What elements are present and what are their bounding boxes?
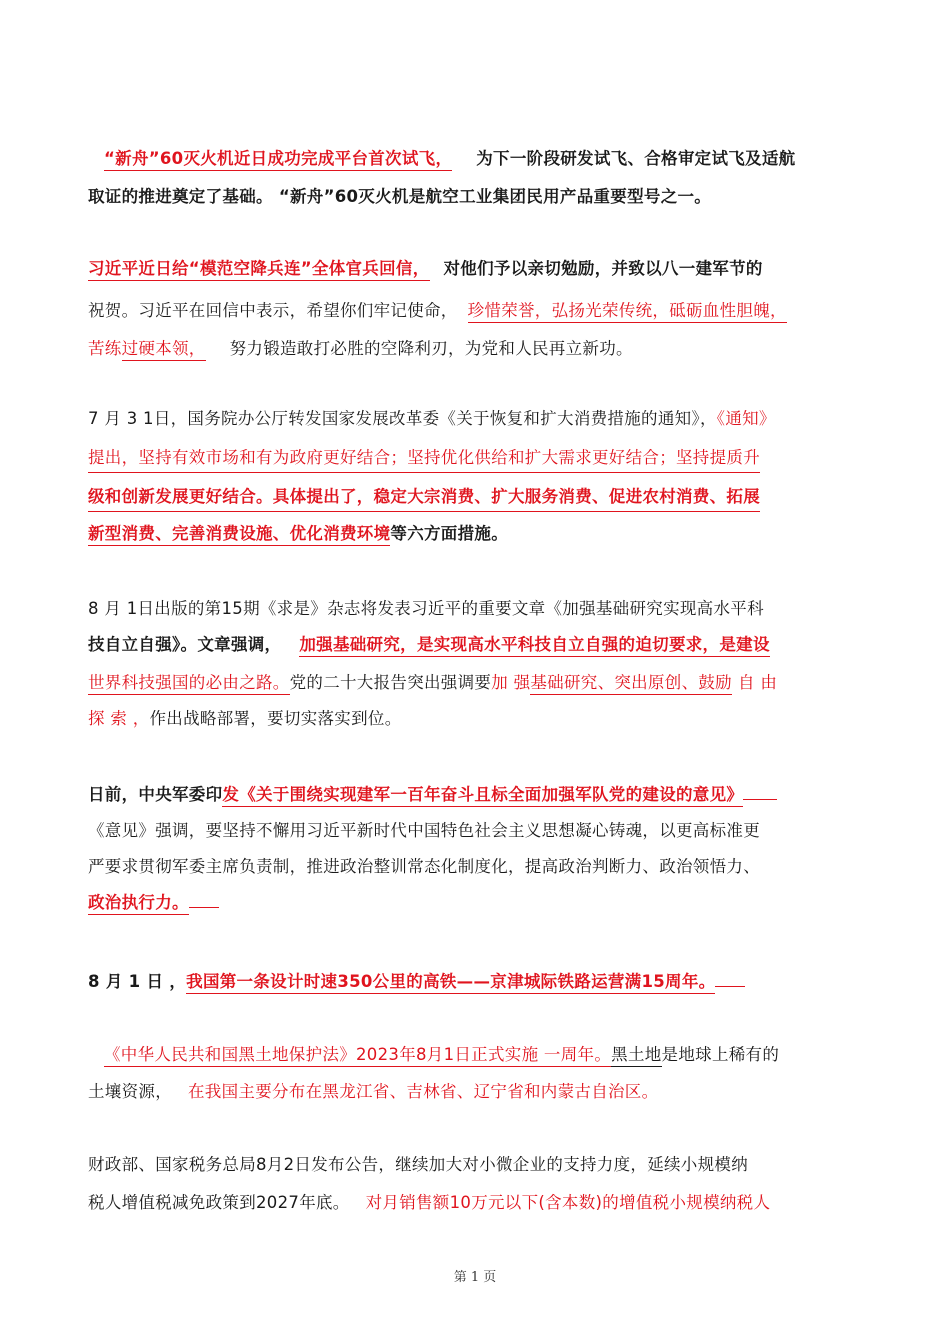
- p3-line-4: [88, 522, 508, 546]
- p6-line-1: [88, 970, 745, 994]
- p4-highlight-2: 加强基础研究，是实现高水平科技自立自强的迫切要求，是建设: [299, 635, 769, 657]
- p7-line-1: [88, 1043, 779, 1067]
- p3-line-2: 提出，坚持有效市场和有为政府更好结合；坚持优化供给和扩大需求更好结合；坚持提质升: [88, 446, 760, 473]
- p4-text-2: 技自立自强》。文章强调，: [88, 635, 282, 654]
- p1-line-2: 取证的推进奠定了基础。 “新舟”60灭火机是航空工业集团民用产品重要型号之一。: [88, 187, 712, 206]
- p4-line-3: [88, 671, 777, 695]
- p8-line-2: [88, 1191, 770, 1215]
- p4-text-3: 党的二十大报告突出强调要: [289, 673, 492, 692]
- p5-line-3: 严要求贯彻军委主席负责制，推进政治整训常态化制度化，提高政治判断力、政治领悟力、: [88, 857, 760, 876]
- p2-highlight-3b: 过硬本领，: [122, 339, 206, 361]
- p2-highlight-1: 习近平近日给“模范空降兵连”全体官兵回信，: [88, 259, 430, 281]
- p2-line-2: [88, 299, 787, 323]
- p3-text-4: 等六方面措施。: [390, 524, 509, 543]
- p4-line-2: [88, 633, 770, 657]
- p7-highlight-1: 《中华人民共和国黑土地保护法》2023年8月1日正式实施 一周年。: [104, 1045, 611, 1067]
- p5-line-4: [88, 891, 219, 915]
- p4-highlight-3c: 加 强: [491, 673, 531, 692]
- p4-highlight-3a: 世界科技强国的必由之路。: [88, 673, 290, 695]
- p3-line-1: [88, 407, 776, 431]
- p2-text-3: 努力锻造敢打必胜的空降利刃，为党和人民再立新功。: [229, 339, 633, 358]
- p2-line-3: [88, 337, 633, 361]
- p7-text-1c: 是地球上稀有的: [661, 1045, 780, 1064]
- p2-highlight-3a: 苦练: [88, 339, 122, 358]
- p5-line-2: 《意见》强调，要坚持不懈用习近平新时代中国特色社会主义思想凝心铸魂，以更高标准更: [88, 821, 760, 840]
- p6-highlight-1: 我国第一条设计时速350公里的高铁——京津城际铁路运营满15周年。: [186, 972, 715, 994]
- p5-line-1: [88, 783, 777, 807]
- p3-line-3: 级和创新发展更好结合。具体提出了，稳定大宗消费、扩大服务消费、促进农村消费、拓展: [88, 485, 760, 512]
- p1-line-1: [88, 147, 795, 171]
- p7-text-1b: 黑土地: [611, 1045, 661, 1067]
- p7-line-2: [88, 1080, 658, 1104]
- p8-highlight-2: 对月销售额10万元以下(含本数)的增值税小规模纳税人: [365, 1193, 771, 1212]
- p3-text-1: 7 月 3 1日，国务院办公厅转发国家发展改革委《关于恢复和扩大消费措施的通知》，: [88, 409, 717, 428]
- p4-highlight-3d: 基础研究、突出原创、鼓励: [530, 673, 732, 695]
- p7-highlight-2: 在我国主要分布在黑龙江省、吉林省、辽宁省和内蒙古自治区。: [188, 1082, 659, 1101]
- page-number: 第 1 页: [453, 1270, 497, 1285]
- p7-text-2: 土壤资源，: [88, 1082, 172, 1101]
- p2-text-2: 祝贺。习近平在回信中表示，希望你们牢记使命，: [88, 301, 458, 320]
- p5-highlight-4: 政治执行力。: [88, 893, 189, 915]
- p6-text-1: 8 月 1 日 ，: [88, 972, 187, 991]
- p2-text-1: 对他们予以亲切勉励，并致以八一建军节的: [443, 259, 763, 278]
- p2-highlight-2: 珍惜荣誉，弘扬光荣传统，砥砺血性胆魄，: [468, 301, 787, 323]
- p4-line-1: 8 月 1日出版的第15期《求是》杂志将发表习近平的重要文章《加强基础研究实现高水平科: [88, 599, 764, 618]
- p8-text-2: 税人增值税减免政策到2027年底。: [88, 1193, 350, 1212]
- p4-text-4: 作出战略部署，要切实落实到位。: [149, 709, 402, 728]
- p3-highlight-1: 《通知》: [716, 409, 776, 428]
- p5-highlight-1: 发《关于围绕实现建军一百年奋斗且标全面加强军队党的建设的意见》: [222, 785, 743, 807]
- p4-highlight-4: 探 索 ，: [88, 709, 150, 728]
- p4-line-4: [88, 707, 402, 731]
- p3-highlight-4: 新型消费、完善消费设施、优化消费环境: [88, 524, 390, 546]
- p4-highlight-3e: 自 由: [737, 673, 778, 692]
- p1-highlight: “新舟”60灭火机近日成功完成平台首次试飞，: [104, 149, 452, 171]
- p5-text-1: 日前，中央军委印: [88, 785, 223, 804]
- p2-line-1: [88, 257, 763, 281]
- p1-text: 为下一阶段研发试飞、合格审定试飞及适航: [476, 149, 796, 168]
- p8-line-1: 财政部、国家税务总局8月2日发布公告，继续加大对小微企业的支持力度，延续小规模纳: [88, 1155, 748, 1174]
